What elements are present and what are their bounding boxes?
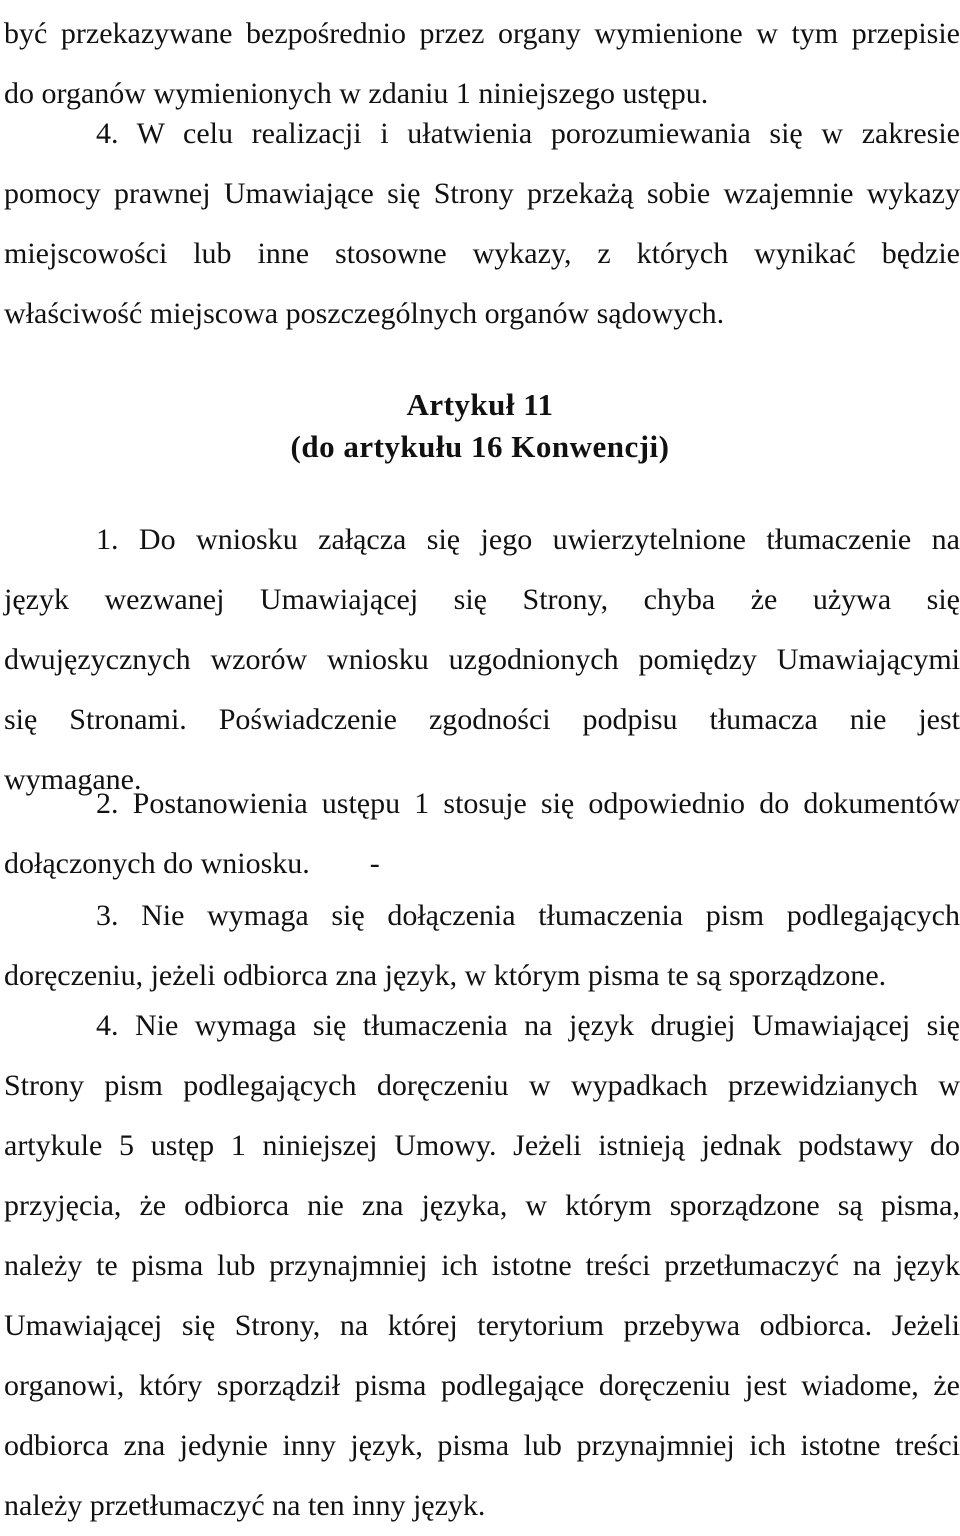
text-line: wymagane. [4, 763, 142, 796]
article-heading [0, 384, 960, 468]
text-line: przyjęcia, że odbiorca nie zna języka, w którym sporządzone są pisma, [4, 1189, 960, 1222]
text-line: 3. Nie wymaga się dołączenia tłumaczenia pism podlegających [96, 899, 960, 932]
text-line: Strony pism podlegających doręczeniu w wypadkach przewidzianych w [4, 1069, 960, 1102]
article-title: Artykuł 11 [406, 387, 554, 422]
text-line-content: dołączonych do wniosku. [4, 847, 310, 880]
text-line: właściwość miejscowa poszczególnych organów sądowych. [4, 297, 725, 330]
paragraph-4-previous-article [0, 104, 960, 344]
text-line: należy przetłumaczyć na ten inny język. [4, 1489, 486, 1522]
text-line: artykule 5 ustęp 1 niniejszej Umowy. Jeżeli istnieją jednak podstawy do [4, 1129, 960, 1162]
text-line: 4. Nie wymaga się tłumaczenia na język drugiej Umawiającej się [96, 1009, 960, 1042]
text-line: Umawiającej się Strony, na której terytorium przebywa odbiorca. Jeżeli [4, 1309, 960, 1342]
paragraph-2 [0, 774, 960, 894]
text-line: się Stronami. Poświadczenie zgodności podpisu tłumacza nie jest [4, 703, 960, 736]
text-line: organowi, który sporządził pisma podlegające doręczeniu jest wiadome, że [4, 1369, 960, 1402]
paragraph-1 [0, 510, 960, 810]
text-line: do organów wymienionych w zdaniu 1 niniejszego ustępu. [4, 77, 709, 110]
text-line: pomocy prawnej Umawiające się Strony przekażą sobie wzajemnie wykazy [4, 177, 960, 210]
stray-mark: - [369, 847, 380, 880]
text-line: 4. W celu realizacji i ułatwienia porozumiewania się w zakresie [96, 117, 960, 150]
text-line: 1. Do wniosku załącza się jego uwierzytelnione tłumaczenie na [96, 523, 960, 556]
article-subtitle: (do artykułu 16 Konwencji) [290, 429, 670, 464]
paragraph-4 [0, 996, 960, 1536]
text-line: dwujęzycznych wzorów wniosku uzgodnionych pomiędzy Umawiającymi [4, 643, 960, 676]
text-line: doręczeniu, jeżeli odbiorca zna język, w którym pisma te są sporządzone. [4, 959, 887, 992]
text-line: 2. Postanowienia ustępu 1 stosuje się odpowiednio do dokumentów [96, 787, 960, 820]
text-line [0, 834, 960, 894]
text-line: odbiorca zna jedynie inny język, pisma lub przynajmniej ich istotne treści [4, 1429, 960, 1462]
paragraph-3 [0, 886, 960, 1006]
text-line: język wezwanej Umawiającej się Strony, chyba że używa się [4, 583, 960, 616]
text-line: miejscowości lub inne stosowne wykazy, z których wynikać będzie [4, 237, 960, 270]
text-line: należy te pisma lub przynajmniej ich istotne treści przetłumaczyć na język [4, 1249, 960, 1282]
text-line: być przekazywane bezpośrednio przez organy wymienione w tym przepisie [4, 17, 960, 50]
